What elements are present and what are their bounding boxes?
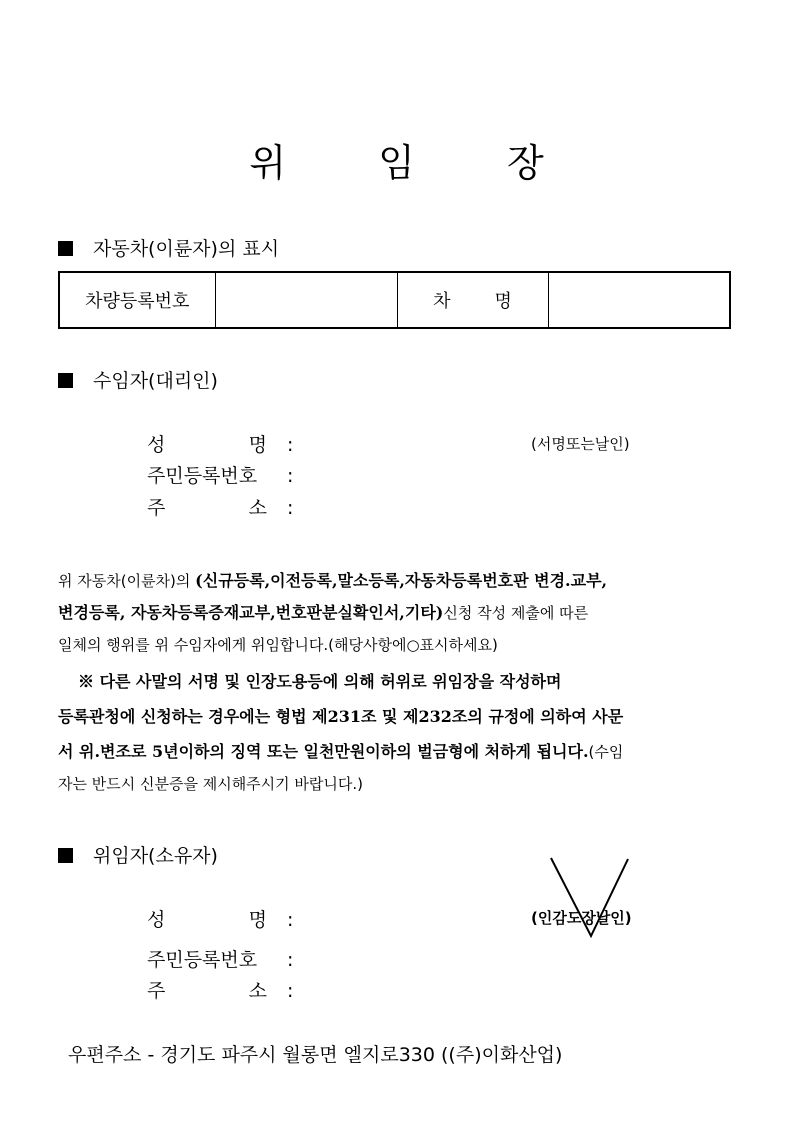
section-vehicle-title: 자동차(이륜자)의 표시 — [93, 238, 280, 260]
section-vehicle-heading — [58, 234, 279, 261]
postal-address: 우편주소 - 경기도 파주시 월롱면 엘지로330 ((주)이화산업) — [68, 1044, 563, 1066]
section-agent-title: 수임자(대리인) — [93, 370, 218, 392]
section-agent-heading — [58, 366, 218, 393]
body-bold-text: (신규등록,이전등록,말소등록,자동차등록번호판 변경.교부, — [195, 571, 608, 590]
owner-rrn-label: 주민등록번호 — [147, 949, 258, 971]
owner-address-label — [147, 976, 267, 1003]
reg-no-field[interactable] — [215, 272, 397, 328]
colon: : — [287, 434, 294, 456]
colon: : — [287, 497, 294, 519]
label-char: 소 — [248, 980, 267, 1002]
colon: : — [287, 949, 294, 971]
square-bullet-icon — [58, 241, 73, 256]
title-char: 장 — [506, 141, 544, 185]
body-line-2 — [58, 600, 588, 623]
car-name-field[interactable] — [548, 272, 730, 328]
body-text: 신청 작성 제출에 따른 — [443, 604, 589, 622]
agent-name-label — [147, 430, 267, 457]
body-text: 위 자동차(이륜차)의 — [58, 572, 196, 590]
owner-rrn-row — [147, 945, 307, 972]
label-char: 주 — [147, 980, 166, 1002]
warning-line-3 — [58, 739, 623, 762]
title-char: 위 — [249, 141, 287, 185]
agent-address-row — [147, 493, 307, 520]
square-bullet-icon — [58, 373, 73, 388]
label-char: 성 — [147, 434, 166, 456]
warning-text: ※ 다른 사말의 서명 및 인장도용등에 의해 허위로 위임장을 작성하며 — [78, 672, 562, 691]
car-name-label — [397, 272, 548, 328]
body-line-1 — [58, 568, 607, 591]
owner-name-row — [147, 905, 307, 932]
agent-name-row — [147, 430, 307, 457]
label-char: 주 — [147, 497, 166, 519]
warning-text: 등록관청에 신청하는 경우에는 형법 제231조 및 제232조의 규정에 의하여 사문 — [58, 707, 624, 726]
colon: : — [287, 909, 294, 931]
warning-line-4: 자는 반드시 신분증을 제시해주시기 바랍니다.) — [58, 775, 364, 793]
body-line-3: 일체의 행위를 위 수임자에게 위임합니다.(해당사항에○표시하세요) — [58, 636, 498, 654]
agent-rrn-row — [147, 461, 307, 488]
agent-signature-hint: (서명또는날인) — [531, 435, 630, 453]
warning-line-2 — [58, 704, 623, 727]
section-owner-title: 위임자(소유자) — [93, 845, 218, 867]
body-text: (수임 — [588, 743, 624, 761]
warning-text: 서 위.변조로 5년이하의 징역 또는 일천만원이하의 벌금형에 처하게 됩니다. — [58, 742, 589, 761]
agent-address-label — [147, 493, 267, 520]
warning-line-1 — [78, 669, 561, 692]
owner-address-row — [147, 976, 307, 1003]
agent-rrn-label: 주민등록번호 — [147, 465, 258, 487]
car-name-char: 차 — [433, 291, 451, 312]
section-owner-heading — [58, 841, 218, 868]
body-bold-text: 변경등록, 자동차등록증재교부,번호판분실확인서,기타) — [58, 603, 444, 622]
reg-no-label: 차량등록번호 — [59, 272, 215, 328]
label-char: 명 — [248, 909, 267, 931]
owner-name-label — [147, 905, 267, 932]
car-name-char: 명 — [494, 291, 512, 312]
colon: : — [287, 465, 294, 487]
square-bullet-icon — [58, 848, 73, 863]
vehicle-table — [58, 271, 731, 329]
title-char: 임 — [378, 141, 415, 185]
document-title — [0, 132, 793, 187]
owner-seal-hint: (인감도장날인) — [531, 909, 632, 927]
label-char: 성 — [147, 909, 166, 931]
label-char: 소 — [248, 497, 267, 519]
colon: : — [287, 980, 294, 1002]
label-char: 명 — [248, 434, 267, 456]
